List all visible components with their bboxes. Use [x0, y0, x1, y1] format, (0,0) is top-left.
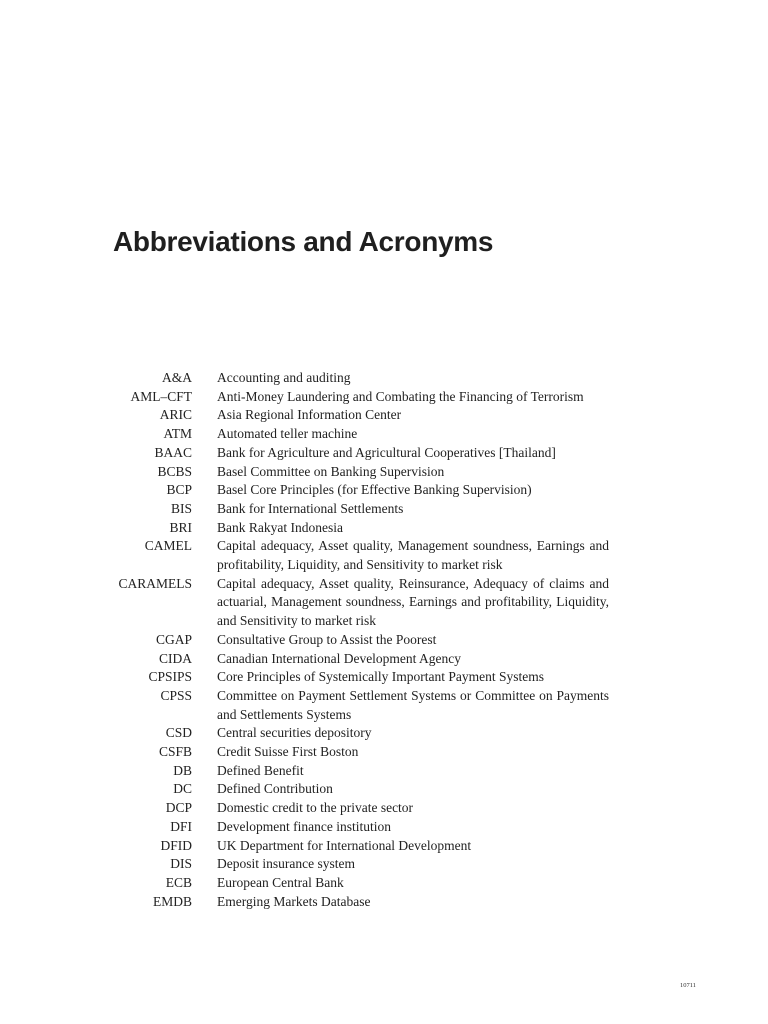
- abbreviation-entry: [100, 537, 620, 574]
- abbreviation-entry: [100, 519, 620, 538]
- abbreviation-definition: Credit Suisse First Boston: [217, 744, 359, 760]
- abbreviation-definition: Consultative Group to Assist the Poorest: [217, 631, 437, 647]
- abbreviation-term: ARIC: [159, 407, 192, 423]
- abbreviation-term: DFI: [170, 818, 192, 834]
- abbreviation-entry: [100, 444, 620, 463]
- abbreviation-entry: [100, 799, 620, 818]
- abbreviation-list: [100, 369, 620, 911]
- abbreviation-definition: Development finance institution: [217, 818, 391, 834]
- abbreviation-definition: Capital adequacy, Asset quality, Reinsurance, Adequacy of claims and actuarial, Management soundness, Earnings and profitability, Liquidity, and Sensitivity to market risk: [217, 575, 609, 629]
- abbreviation-term: DC: [173, 781, 192, 797]
- abbreviation-entry: [100, 743, 620, 762]
- abbreviation-definition: Asia Regional Information Center: [217, 407, 402, 423]
- abbreviation-entry: [100, 724, 620, 743]
- abbreviation-definition: Canadian International Development Agency: [217, 650, 462, 666]
- abbreviation-definition: Committee on Payment Settlement Systems or Committee on Payments and Settlements Systems: [217, 687, 609, 722]
- abbreviation-entry: [100, 780, 620, 799]
- abbreviation-definition: Defined Contribution: [217, 781, 333, 797]
- abbreviation-definition: UK Department for International Development: [217, 837, 472, 853]
- abbreviation-definition: Defined Benefit: [217, 762, 304, 778]
- abbreviation-entry: [100, 874, 620, 893]
- abbreviation-term: BIS: [170, 500, 192, 516]
- abbreviation-entry: [100, 762, 620, 781]
- abbreviation-term: EMDB: [152, 893, 192, 909]
- abbreviation-definition: Domestic credit to the private sector: [217, 800, 414, 816]
- abbreviation-term: DFID: [160, 837, 192, 853]
- abbreviation-entry: [100, 406, 620, 425]
- abbreviation-term: CPSIPS: [148, 669, 192, 685]
- abbreviation-definition: Basel Committee on Banking Supervision: [217, 463, 445, 479]
- abbreviation-term: ATM: [163, 426, 192, 442]
- abbreviation-term: BAAC: [154, 444, 192, 460]
- abbreviation-term: CIDA: [159, 650, 192, 666]
- abbreviation-term: CSD: [165, 725, 192, 741]
- page-number: 10711: [680, 982, 697, 989]
- abbreviation-entry: [100, 837, 620, 856]
- abbreviation-term: CPSS: [160, 687, 192, 703]
- abbreviation-definition: Bank Rakyat Indonesia: [217, 519, 343, 535]
- abbreviation-term: BCBS: [157, 463, 192, 479]
- abbreviation-term: DIS: [170, 856, 192, 872]
- abbreviation-term: AML–CFT: [130, 388, 192, 404]
- abbreviation-definition: Emerging Markets Database: [217, 893, 371, 909]
- page-title: Abbreviations and Acronyms: [113, 226, 494, 257]
- abbreviation-term: BCP: [166, 482, 192, 498]
- abbreviation-entry: [100, 500, 620, 519]
- abbreviation-entry: [100, 855, 620, 874]
- abbreviation-entry: [100, 388, 620, 407]
- abbreviation-term: ECB: [165, 874, 192, 890]
- abbreviation-term: CGAP: [155, 631, 192, 647]
- abbreviation-term: BRI: [169, 519, 192, 535]
- abbreviation-entry: [100, 893, 620, 912]
- abbreviation-definition: Accounting and auditing: [217, 370, 351, 385]
- abbreviation-definition: Bank for Agriculture and Agricultural Cooperatives [Thailand]: [217, 444, 556, 460]
- abbreviation-definition: Bank for International Settlements: [217, 500, 404, 516]
- abbreviation-entry: [100, 650, 620, 669]
- abbreviation-entry: [100, 818, 620, 837]
- abbreviation-term: A&A: [162, 370, 192, 385]
- abbreviation-entry: [100, 463, 620, 482]
- abbreviation-entry: [100, 687, 620, 724]
- abbreviation-definition: Anti-Money Laundering and Combating the Financing of Terrorism: [217, 388, 584, 404]
- abbreviation-definition: Central securities depository: [217, 725, 372, 741]
- abbreviation-term: CSFB: [158, 744, 192, 760]
- abbreviation-definition: Core Principles of Systemically Important Payment Systems: [217, 669, 544, 685]
- abbreviation-definition: Deposit insurance system: [217, 856, 355, 872]
- abbreviation-entry: [100, 668, 620, 687]
- abbreviation-term: CARAMELS: [118, 575, 192, 591]
- abbreviation-entry: [100, 631, 620, 650]
- abbreviation-definition: European Central Bank: [217, 874, 344, 890]
- abbreviation-definition: Basel Core Principles (for Effective Banking Supervision): [217, 482, 532, 498]
- abbreviation-entry: [100, 369, 620, 388]
- abbreviation-term: CAMEL: [144, 538, 192, 554]
- abbreviation-term: DB: [173, 762, 192, 778]
- abbreviation-entry: [100, 425, 620, 444]
- abbreviation-entry: [100, 481, 620, 500]
- abbreviation-definition: Capital adequacy, Asset quality, Management soundness, Earnings and profitability, Liquidity, and Sensitivity to market risk: [217, 538, 609, 573]
- abbreviation-entry: [100, 575, 620, 631]
- abbreviation-definition: Automated teller machine: [217, 426, 358, 442]
- abbreviation-term: DCP: [165, 800, 192, 816]
